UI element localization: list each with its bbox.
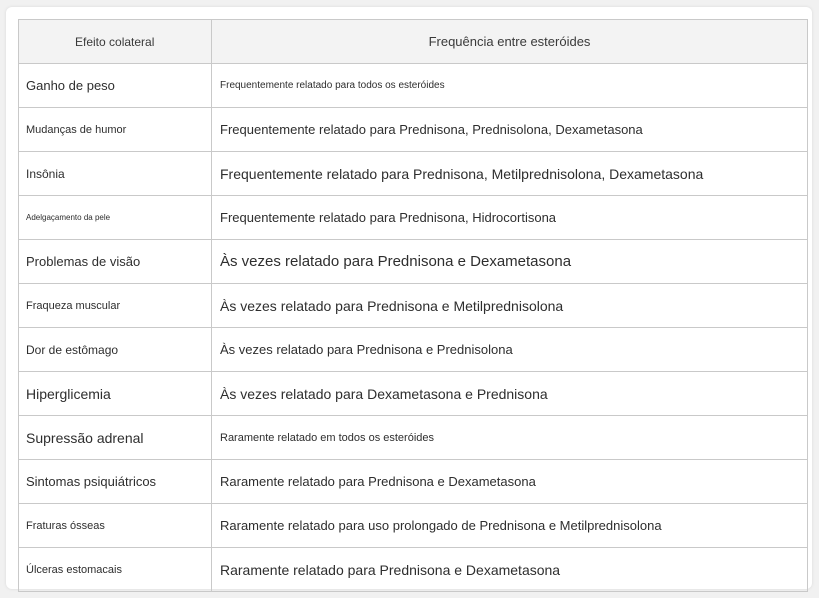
table-row bbox=[19, 152, 808, 196]
frequency-cell: Raramente relatado para uso prolongado de Prednisona e Metilprednisolona bbox=[212, 504, 808, 548]
table-row bbox=[19, 240, 808, 284]
frequency-cell: Frequentemente relatado para Prednisona, Hidrocortisona bbox=[212, 196, 808, 240]
effect-cell: Úlceras estomacais bbox=[19, 548, 212, 592]
effect-cell: Insônia bbox=[19, 152, 212, 196]
table-row bbox=[19, 196, 808, 240]
effect-cell: Fraqueza muscular bbox=[19, 284, 212, 328]
frequency-cell: Às vezes relatado para Dexametasona e Prednisona bbox=[212, 372, 808, 416]
frequency-cell: Frequentemente relatado para Prednisona, Metilprednisolona, Dexametasona bbox=[212, 152, 808, 196]
effect-cell: Hiperglicemia bbox=[19, 372, 212, 416]
frequency-cell: Frequentemente relatado para todos os esteróides bbox=[212, 64, 808, 108]
frequency-cell: Raramente relatado para Prednisona e Dexametasona bbox=[212, 460, 808, 504]
table-row bbox=[19, 328, 808, 372]
effect-cell: Ganho de peso bbox=[19, 64, 212, 108]
frequency-cell: Frequentemente relatado para Prednisona, Prednisolona, Dexametasona bbox=[212, 108, 808, 152]
table-row bbox=[19, 504, 808, 548]
effect-cell: Fraturas ósseas bbox=[19, 504, 212, 548]
frequency-cell: Às vezes relatado para Prednisona e Prednisolona bbox=[212, 328, 808, 372]
frequency-cell: Às vezes relatado para Prednisona e Dexametasona bbox=[212, 240, 808, 284]
effect-cell: Mudanças de humor bbox=[19, 108, 212, 152]
column-header-frequency: Frequência entre esteróides bbox=[212, 20, 808, 64]
table-row bbox=[19, 460, 808, 504]
effect-cell: Supressão adrenal bbox=[19, 416, 212, 460]
column-header-effect: Efeito colateral bbox=[19, 20, 212, 64]
effect-cell: Adelgaçamento da pele bbox=[19, 196, 212, 240]
table-row bbox=[19, 284, 808, 328]
table-row bbox=[19, 416, 808, 460]
table-row bbox=[19, 372, 808, 416]
frequency-cell: Raramente relatado em todos os esteróides bbox=[212, 416, 808, 460]
table-card bbox=[6, 7, 812, 589]
effect-cell: Problemas de visão bbox=[19, 240, 212, 284]
table-header-row bbox=[19, 20, 808, 64]
table-row bbox=[19, 108, 808, 152]
table-row bbox=[19, 548, 808, 592]
table-row bbox=[19, 64, 808, 108]
frequency-cell: Às vezes relatado para Prednisona e Metilprednisolona bbox=[212, 284, 808, 328]
frequency-cell: Raramente relatado para Prednisona e Dexametasona bbox=[212, 548, 808, 592]
effect-cell: Dor de estômago bbox=[19, 328, 212, 372]
side-effects-table bbox=[18, 19, 808, 592]
effect-cell: Sintomas psiquiátricos bbox=[19, 460, 212, 504]
